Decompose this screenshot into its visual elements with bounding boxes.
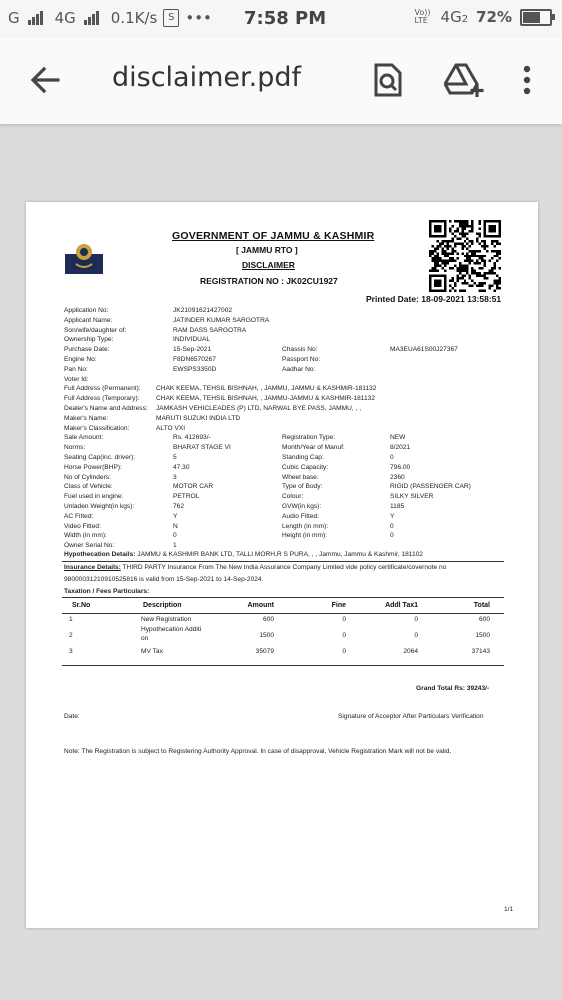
- field-label: GVW(in kgs):: [282, 503, 322, 510]
- field-label: Dealer's Name and Address:: [64, 405, 148, 412]
- col-header: Fine: [331, 602, 346, 609]
- field-label: Seating Cap(inc. driver):: [64, 454, 136, 461]
- insurance-label: Insurance Details:: [64, 564, 121, 571]
- network-label-2: [441, 8, 469, 26]
- field-value: BHARAT STAGE VI: [173, 444, 231, 452]
- field-label: Son/wife/daughter of:: [64, 326, 127, 334]
- field-label: No of Cylinders:: [64, 473, 111, 481]
- field-label: Full Address (Temporary):: [64, 395, 140, 403]
- field-label: AC Fitted:: [64, 512, 94, 520]
- table-cell: 0: [342, 648, 346, 655]
- clock: 7:58 PM: [244, 8, 327, 29]
- field-label: Length (in mm):: [282, 522, 329, 530]
- status-left: [8, 9, 212, 27]
- table-cell: 0: [342, 632, 346, 639]
- field-label: Chassis No:: [282, 346, 318, 354]
- drive-add-icon[interactable]: [444, 62, 484, 98]
- field-value: 3: [173, 473, 177, 481]
- table-cell: 0: [414, 632, 418, 639]
- field-label: Height (in mm):: [282, 532, 328, 540]
- field-label: Audio Fitted:: [282, 512, 320, 520]
- net-speed: 0.1K/s: [110, 9, 158, 27]
- table-cell: 1500: [475, 632, 490, 639]
- field-value: N: [173, 522, 178, 530]
- status-right: [415, 8, 552, 26]
- field-value: 5: [173, 454, 177, 461]
- battery-fill: [523, 12, 540, 23]
- field-value: INDIVIDUAL: [173, 336, 211, 344]
- field-value: 1: [173, 542, 177, 550]
- field-value: MARUTI SUZUKI INDIA LTD: [156, 414, 241, 422]
- field-label: Standing Cap:: [282, 454, 324, 461]
- qr-code-icon: [429, 220, 501, 292]
- field-value: Rs. 412693/-: [173, 434, 211, 442]
- field-value: 8/2021: [390, 444, 411, 452]
- app-bar: [0, 38, 562, 124]
- divider: [62, 613, 504, 614]
- hypothecation-label: Hypothecation Details:: [64, 551, 136, 558]
- volte-icon: Vo)) LTE: [414, 8, 431, 25]
- table-cell: 2064: [403, 648, 418, 655]
- field-label: Class of Vehicle:: [64, 483, 113, 491]
- field-value: 47.30: [173, 463, 190, 471]
- disclaimer-heading: DISCLAIMER: [242, 260, 295, 270]
- more-vert-icon[interactable]: [520, 62, 534, 98]
- grand-total: Grand Total Rs: 39243/-: [416, 685, 490, 692]
- table-cell: 1500: [259, 632, 274, 639]
- field-label: Maker's Classification:: [64, 424, 130, 432]
- status-bar: [0, 0, 562, 38]
- field-value: 1185: [390, 503, 405, 510]
- field-label: Wheel base:: [282, 473, 319, 481]
- field-value: JATINDER KUMAR SARGOTRA: [173, 316, 270, 324]
- field-label: Video Fitted:: [64, 522, 101, 530]
- field-label: Type of Body:: [282, 483, 323, 491]
- carrier-label: G: [8, 9, 20, 27]
- back-arrow-icon[interactable]: [28, 60, 64, 100]
- network-label: 4G: [54, 9, 76, 27]
- field-value: Y: [390, 512, 395, 520]
- field-label: Norms:: [64, 444, 86, 452]
- field-value: 796.00: [390, 463, 411, 471]
- field-value: MA3EUA61S00J27367: [390, 346, 458, 354]
- date-label: Date:: [64, 713, 80, 720]
- field-label: Passport No:: [282, 356, 321, 363]
- field-value: RAM DASS SARGOTRA: [173, 326, 247, 334]
- table-cell: MV Tax: [141, 648, 163, 655]
- field-value: RIGID (PASSENGER CAR): [390, 483, 471, 491]
- field-label: Applicant Name:: [64, 316, 113, 324]
- table-cell: 600: [262, 616, 274, 623]
- field-label: Unladen Weight(in kgs):: [64, 503, 135, 510]
- signal-icon-2: [84, 11, 99, 25]
- field-value: 0: [390, 454, 394, 461]
- field-label: Pan No:: [64, 365, 88, 373]
- field-label: Registration Type:: [282, 434, 336, 442]
- table-cell: 35079: [255, 648, 274, 655]
- field-value: PETROL: [173, 493, 200, 501]
- field-value: EWSPS3350D: [173, 365, 217, 373]
- rto-heading: [ JAMMU RTO ]: [236, 245, 298, 255]
- table-cell: 3: [69, 648, 73, 655]
- insurance-value-line2: 98000031210910525816 is valid from 15-Sep-2021 to 14-Sep-2024.: [64, 576, 264, 583]
- field-value: 762: [173, 503, 185, 510]
- field-label: Aadhar No:: [282, 365, 316, 373]
- table-cell: on: [141, 635, 149, 642]
- field-value: 0: [173, 532, 177, 540]
- field-value: SILKY SILVER: [390, 493, 434, 501]
- table-cell: 2: [69, 632, 73, 639]
- battery-percent: 72%: [476, 8, 512, 26]
- divider: [62, 597, 504, 598]
- table-cell: 0: [342, 616, 346, 623]
- taxation-label: Taxation / Fees Particulars:: [64, 588, 150, 595]
- field-value: NEW: [390, 434, 406, 442]
- network2-sub: 2: [461, 14, 469, 25]
- field-label: Engine No:: [64, 356, 97, 363]
- col-header: Amount: [247, 602, 274, 609]
- notification-dots-icon: •••: [185, 9, 212, 27]
- col-header: Total: [473, 602, 490, 609]
- divider: [62, 665, 504, 666]
- sim-icon: S: [163, 9, 179, 27]
- registration-note: Note: The Registration is subject to Registering Authority Approval. In case of disapproval, Vehicle Registration Mark will not be valid.: [64, 748, 452, 755]
- insurance-row: [64, 564, 446, 571]
- col-header: Addl Tax1: [385, 602, 418, 609]
- field-label: Voter Id:: [64, 375, 89, 383]
- emblem-icon: [62, 240, 106, 276]
- col-header: Sr.No: [72, 602, 91, 609]
- field-value: 0: [390, 522, 394, 530]
- table-cell: 600: [478, 616, 490, 623]
- gov-heading: GOVERNMENT OF JAMMU & KASHMIR: [172, 230, 375, 242]
- field-value: ALTO VXI: [156, 424, 186, 432]
- field-value: 0: [390, 532, 394, 540]
- table-cell: New Registration: [141, 616, 192, 623]
- field-value: F8DN6570267: [173, 356, 216, 363]
- registration-number: REGISTRATION NO : JK02CU1927: [200, 276, 338, 286]
- field-label: Month/Year of Manuf:: [282, 444, 345, 452]
- field-label: Owner Serial No:: [64, 542, 115, 550]
- table-cell: 1: [69, 616, 73, 623]
- field-label: Purchase Date:: [64, 346, 110, 354]
- field-value: Y: [173, 512, 178, 520]
- field-label: Horse Power(BHP):: [64, 463, 122, 471]
- field-value: MOTOR CAR: [173, 483, 214, 491]
- field-value: JAMKASH VEHICLEADES (P) LTD, NARWAL BYE PASS, JAMMU, , ,: [156, 405, 362, 412]
- search-document-icon[interactable]: [372, 62, 404, 98]
- field-value: JK21091621427002: [173, 307, 233, 314]
- field-value: 15-Sep-2021: [173, 346, 212, 354]
- signal-icon: [28, 11, 43, 25]
- field-value: CHAK KEEMA, TEHSIL BISHNAH, , JAMMU, JAMMU & KASHMIR-181132: [156, 385, 377, 393]
- field-label: Fuel used in engine:: [64, 493, 124, 501]
- field-value: 2360: [390, 473, 405, 481]
- field-value: CHAK KEEMA, TEHSIL BISHNAH, , JAMMU-JAMMU & KASHMIR-181132: [156, 395, 375, 403]
- field-label: Full Address (Permanent):: [64, 385, 141, 393]
- field-label: Application No:: [64, 307, 109, 314]
- pdf-page[interactable]: [26, 202, 538, 928]
- field-label: Ownership Type:: [64, 336, 114, 344]
- table-cell: 0: [414, 616, 418, 623]
- field-label: Width (in mm):: [64, 532, 107, 540]
- insurance-value: THIRD PARTY Insurance From The New India Assurance Company Limited vide policy certificate/covernote no: [122, 564, 447, 571]
- hypothecation-value: JAMMU & KASHMIR BANK LTD, TALLI MORH,R S PURA, , , Jammu, Jammu & Kashmir, 181102: [137, 551, 423, 558]
- field-label: Cubic Capacity:: [282, 463, 329, 471]
- field-label: Maker's Name:: [64, 414, 109, 422]
- col-header: Description: [143, 602, 182, 609]
- field-label: Colour:: [282, 493, 304, 501]
- field-label: Sale Amount:: [64, 434, 104, 442]
- printed-date: Printed Date: 18-09-2021 13:58:51: [366, 294, 502, 304]
- divider: [62, 561, 504, 562]
- battery-icon: [520, 9, 552, 26]
- hypothecation-row: [64, 551, 423, 558]
- network2-text: 4G: [440, 8, 462, 26]
- document-title: disclaimer.pdf: [112, 62, 301, 93]
- page-indicator: 1/1: [504, 906, 514, 913]
- table-cell: Hypothecation Additi: [141, 626, 202, 633]
- signature-label: Signature of Acceptor After Particulars Verification: [338, 713, 484, 720]
- table-cell: 37143: [471, 648, 490, 655]
